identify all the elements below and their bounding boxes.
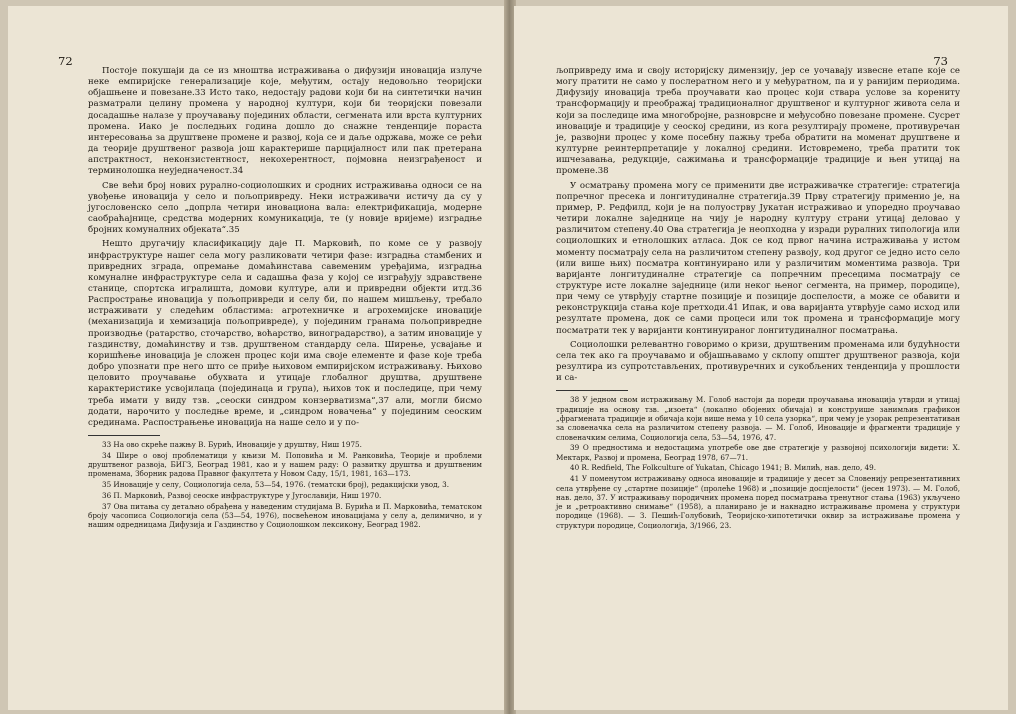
footnote: 40 R. Redfield, The Folkculture of Yukatan, Chicago 1941; В. Милић, нав. дело, 49. xyxy=(570,463,876,473)
footnote: 35 Иновације у селу, Социологија села, 53—54, 1976. (тематски број), редакцијски увод, 3. xyxy=(102,480,449,490)
footnote: 36 П. Марковић, Развој сеоске инфраструктуре у Југославији, Ниш 1970. xyxy=(102,490,382,500)
footnote: 41 У поменутом истраживању односа иновације и традиције у десет за Словенију репрезентативних села утврђене су „стартне позиције“ (пролеће 1968) и „позиције доспјелости“ (јесен 1973). — М. Голоб, нав. дело, 37. У истраживању породичних промена поред посматрања тренутног стања (1963) укључено је и „ретроактивно снимање“ (1958), а планирано је и накнадно истраживање промена у структури породице (1968). — З. Пешић-Голубовић, Теоријско-хипотетички оквир за истраживање промена у структури породице, Социологија, 3/1966, 23. xyxy=(556,474,960,530)
left-body-text xyxy=(88,66,482,429)
paragraph: Нешто другачију класификацију даје П. Марковић, по коме се у развоју инфраструктуре нашег села могу разликовати четири фазе: изградња стамбених и привредних зграда, опремање домаћинстава савеменим уређајима, изградња комуналне инфраструктуре села и садашња фаза у којој се изграђују здравствене станице, спортска игралишта, домови културе, али и привредни објекти итд.36 Распрострање иновација у пољопривреди и селу би, по нашем мишљењу, требало истраживати у следећим областима: агротехничке и агрохемијске иновације (механизација и хемизација пољопривреде), у појединим гранама пољопривредне производње (ратарство, сточарство, воћарство, виноградарство), а затим иновације у газдинству, домаћинству и тзв. друштвеном стандарду села. Ширење, усвајање и коришћење иновација је сложен процес који има своје елементе и фазе које треба добро упознати пре него што се приђе њиховом емпиријском истраживању. Њихово целовито проучавање обухвата и утицаје глобалног друштва, друштвене карактеристике усвојилаца (појединаца и група), њихов ток и последице, при чему треба имати у виду тзв. „сеоски синдром конзерватизма“,37 али, могли бисмо додати, нарочито у последње време, и „синдром новачења“ у појединим сеоским срединама. Распострањење иновација на наше село и у по- xyxy=(88,239,482,428)
left-page xyxy=(8,6,506,710)
paragraph: Све већи број нових рурално-социолошких и сродних истраживања односи се на увођење иновација у село и пољопривреду. Неки истраживачи истичу да су у југословенско село „допрла четири иновациона вала: електрификација, модерне саобраћајнице, средства модерних комуникација, те (у новије вријеме) изградње бројних комуналних објеката“.35 xyxy=(88,180,482,236)
right-page xyxy=(514,6,1008,710)
footnote: 33 На ово скреће пажњу В. Бурић, Иновације у друштву, Ниш 1975. xyxy=(102,440,362,449)
left-footnotes xyxy=(88,440,482,530)
footnote: 39 О предностима и недостацима употребе ове две стратегије у развојној психологији видети: Х. Мектарк, Развој и промена, Београд 1978, 67—71. xyxy=(556,443,960,462)
footnote: 37 Ова питања су детаљно обрађена у наведеним студијама В. Бурића и П. Марковића, тематском броју часописа Социологија села (53—54, 1976), посвећеном иновацијама у селу а, делимично, и у нашим одредницама Дифузија и Газдинство у Социолошком лексикону, Београд 1982. xyxy=(88,501,482,530)
right-footnotes xyxy=(556,395,960,530)
paragraph: љопривреду има и своју историјску димензију, јер се уочавају извесне етапе које се могу пратити не само у послератном него и у међуратном, па и у ранијим периодима. Дифузију иновација треба проучавати као процес који ствара услове за корениту трансформацију и преображај традиционалног друштвеног и културног живота села и који за последице има многобројне, разноврсне и међусобно повезане промене. Сусрет иновације и традиције у сеоској средини, из кога резултирају промене, противуречан је, развојни процес у коме посебну пажњу треба обратити на моменат друштвене и културне реинтерпретације у локалној средини. Истовремено, треба пратити ток ишчезавања, редукције, сажимања и трансформације традиције и њен утицај на промене.38 xyxy=(556,66,960,177)
paragraph: Социолошки релевантно говоримо о кризи, друштвеним променама или будућности села тек ако га проучавамо и објашњавамо у склопу општег друштвеног развоја, који резултира из супротстављених, противуречних и сукобљених тенденција у прошлости и са- xyxy=(556,339,960,384)
page-number-left: 72 xyxy=(58,54,73,68)
footnote: 38 У једном свом истраживању М. Голоб настоји да пореди проучавања иновација утврди и утицај традиције на основу тзв. „изоета“ (локално обојених обичаја) и конструише занимљив графикон „фрагмената традиције и обичаја који више нема у 10 села узорка“, при чему је узорак репрезентативан за словеначка села на различитом степену развоја. — М. Голоб, Иновације и фрагменти традиције у словеначким селима, Социологија села, 53—54, 1976, 47. xyxy=(556,395,960,442)
paragraph: У осматрању промена могу се применити две истраживачке стратегије: стратегија попречног пресека и лонгитудиналне стратегија.39 Прву стратегију применио је, на пример, Р. Редфилд, који је на полуострву Јукатан истраживао и упоредно проучавао четири локалне заједнице на чију је народну културу страни утицај деловао у различитом степену.40 Ова стратегија је неопходна у изради руралних типологија или социолошких и етнолошких атласа. Док се код првог начина истраживања у истом моменту посматрају села на различитом степену развоју, код другог се једно исто село (или више њих) посматра континуирано или у различитим моментима развоја. Три варијанте лонгитудиналне стратегије са попречним пресецима посматрају се структуре исте локалне заједнице (или неког њеног сегмента, на пример, породице), при чему се утврђују стартне позиције и позиције доспелости, а може се обавити и реконструкција стања које претходи.41 Ипак, и ова варијанта утврђује само исход или резултате промена, док се сами процеси или ток промена и трансформације могу посматрати тек у варијанти континуираног лонгитудиналног посматрања. xyxy=(556,180,960,336)
footnote-divider xyxy=(88,435,160,436)
footnote: 34 Шире о овој проблематици у књизи М. Поповића и М. Ранковића, Теорије и проблеми друштвеног развоја, БИГЗ, Београд 1981, као и у нашем раду: О развитку друштва и друштвеним променама, Зборник радова Правног факултета у Новом Саду, 15/1, 1981, 163—173. xyxy=(88,450,482,479)
footnote-divider xyxy=(556,390,628,391)
page-number-right: 73 xyxy=(933,54,948,68)
right-body-text xyxy=(556,66,960,384)
paragraph: Постоје покушаји да се из мноштва истраживања о дифузији иновација излуче неке емпиријске генерализације које, међутим, остају недовољно теоријски објашњене и повезане.33 Исто тако, недостају радови који би на синтетички начин разматрали целину промена у народној култури, који би теоријски повезали досадашње налазе у проучавању појединих области, сегмената или врста културних промена. Иако је последњих година дошло до снажне тенденције пораста интересовања за друштвене промене и развој, која се и даље одржава, може се рећи да теорије друштвеног развоја још карактерише парцијалност или пак претерана апстрактност, неконзистентност, некохерентност, појмовна неизграђеност и терминолошка неуједначеност.34 xyxy=(88,66,482,177)
